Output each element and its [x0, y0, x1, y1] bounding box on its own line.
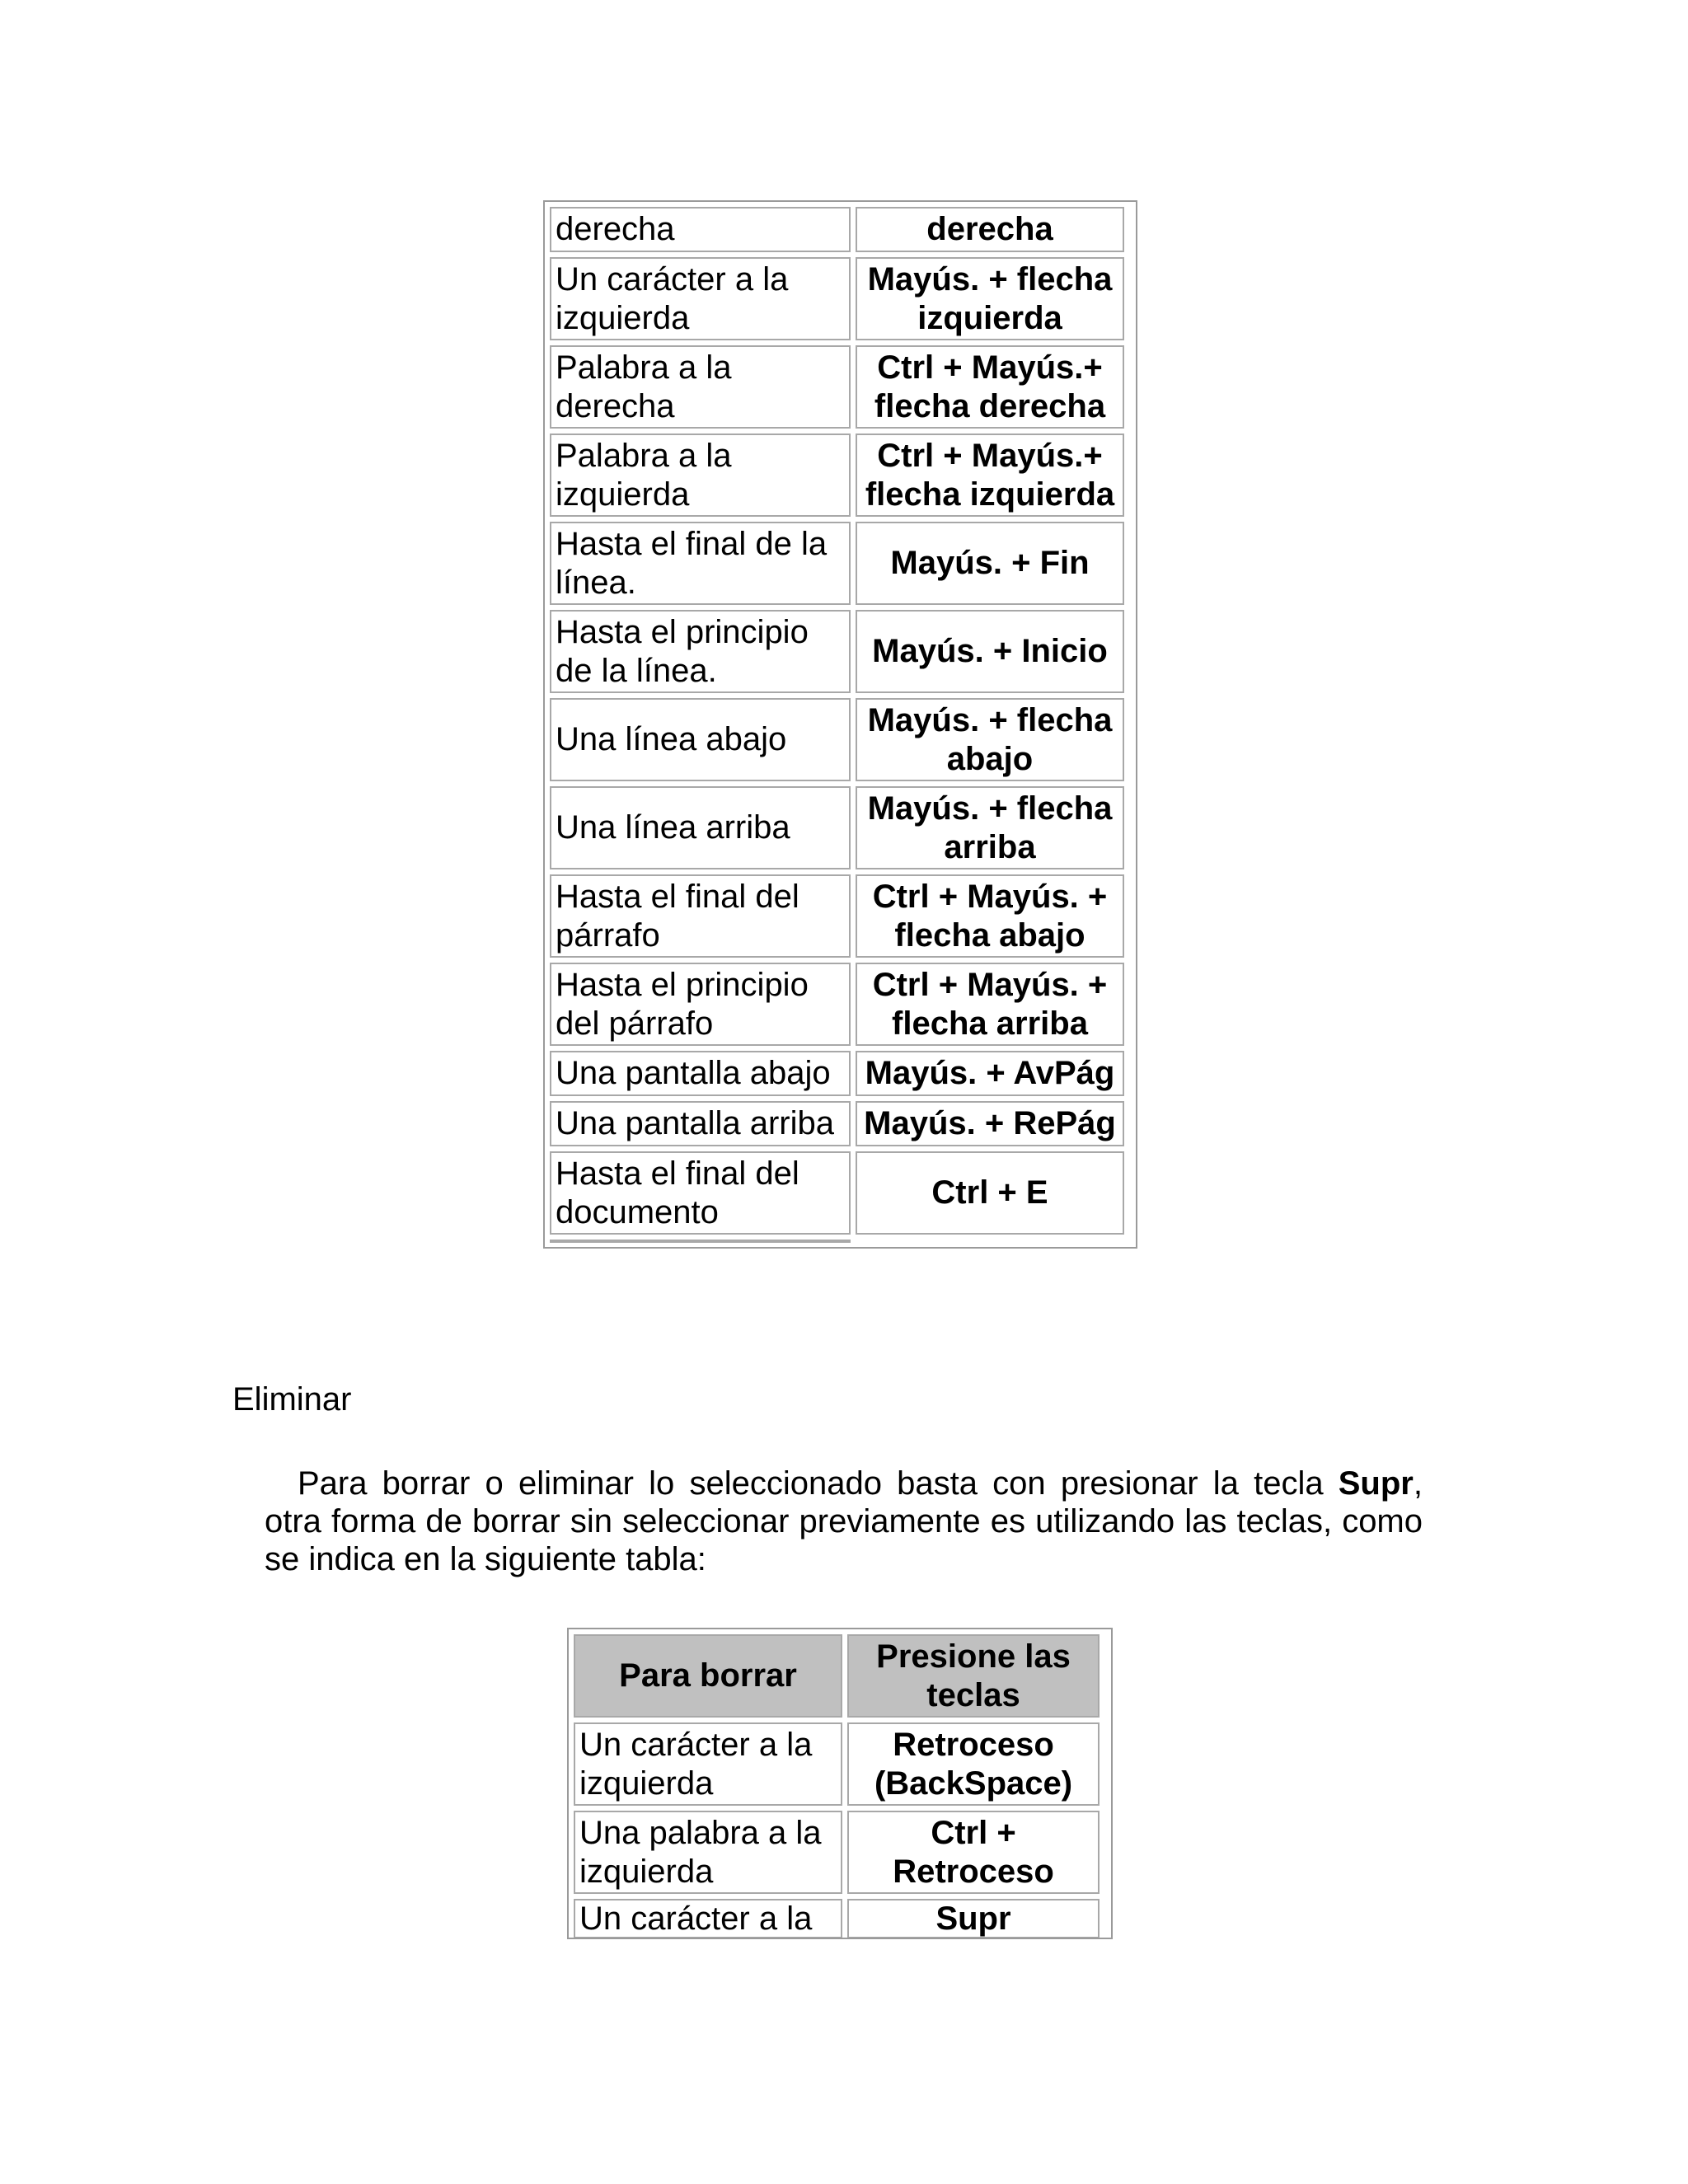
table-header-row: [574, 1634, 1100, 1718]
table-row: [550, 786, 1124, 869]
action-cell: Un carácter a la: [574, 1899, 842, 1938]
keys-cell: Mayús. + Inicio: [856, 610, 1124, 693]
action-cell: Un carácter a la izquierda: [574, 1722, 842, 1806]
paragraph-text: Para borrar o eliminar lo seleccionado basta con presionar la tecla: [298, 1465, 1339, 1502]
table-row: [550, 1151, 1124, 1235]
keys-cell: Retroceso (BackSpace): [847, 1722, 1100, 1806]
keys-cell: Ctrl + E: [856, 1151, 1124, 1235]
action-cell: Palabra a la izquierda: [550, 434, 851, 517]
table-row: [550, 434, 1124, 517]
keys-cell: Ctrl + Mayús. + flecha abajo: [856, 874, 1124, 958]
supr-key-text: Supr: [1338, 1465, 1414, 1502]
action-cell: Una pantalla abajo: [550, 1051, 851, 1096]
table-row: [550, 207, 1124, 252]
keys-cell: Mayús. + Fin: [856, 522, 1124, 605]
action-cell: Hasta el principio de la línea.: [550, 610, 851, 693]
keys-cell: Supr: [847, 1899, 1100, 1938]
delete-table: [569, 1629, 1104, 1939]
action-cell: Un carácter a la izquierda: [550, 257, 851, 340]
keys-cell: Ctrl + Mayús.+ flecha derecha: [856, 345, 1124, 429]
action-cell: Una pantalla arriba: [550, 1101, 851, 1146]
keys-cell: Mayús. + flecha abajo: [856, 698, 1124, 781]
column-header: Presione las teclas: [847, 1634, 1100, 1718]
table-row: [574, 1899, 1100, 1938]
shortcut-table-delete: [567, 1628, 1113, 1939]
table-row: [550, 522, 1124, 605]
table-row: [550, 874, 1124, 958]
table-row: [574, 1811, 1100, 1894]
column-header: Para borrar: [574, 1634, 842, 1718]
action-cell: Palabra a la derecha: [550, 345, 851, 429]
keys-cell: Ctrl + Mayús. + flecha arriba: [856, 963, 1124, 1046]
action-cell: Una palabra a la izquierda: [574, 1811, 842, 1894]
keys-cell: Ctrl + Mayús.+ flecha izquierda: [856, 434, 1124, 517]
paragraph-text: , otra forma de borrar sin seleccionar previamente es utilizando las teclas, como se indica en la siguiente tabla:: [265, 1465, 1423, 1577]
action-cell: Hasta el final del párrafo: [550, 874, 851, 958]
keys-cell: Mayús. + flecha arriba: [856, 786, 1124, 869]
table-row: [550, 345, 1124, 429]
table-row: [550, 1101, 1124, 1146]
table-row: [550, 610, 1124, 693]
action-cell: Hasta el principio del párrafo: [550, 963, 851, 1046]
keys-cell: derecha: [856, 207, 1124, 252]
empty-cell: [550, 1240, 851, 1243]
action-cell: Hasta el final del documento: [550, 1151, 851, 1235]
section-heading: Eliminar: [232, 1381, 352, 1418]
table-row: [550, 963, 1124, 1046]
table-row: [550, 698, 1124, 781]
body-paragraph: [265, 1465, 1423, 1578]
action-cell: derecha: [550, 207, 851, 252]
action-cell: Una línea arriba: [550, 786, 851, 869]
keys-cell: Ctrl + Retroceso: [847, 1811, 1100, 1894]
empty-cell: [856, 1240, 1124, 1243]
keys-cell: Mayús. + AvPág: [856, 1051, 1124, 1096]
keys-cell: Mayús. + RePág: [856, 1101, 1124, 1146]
action-cell: Hasta el final de la línea.: [550, 522, 851, 605]
keys-cell: Mayús. + flecha izquierda: [856, 257, 1124, 340]
action-cell: Una línea abajo: [550, 698, 851, 781]
table-row: [550, 257, 1124, 340]
table-row: [550, 1051, 1124, 1096]
shortcut-table-selection: [543, 200, 1137, 1249]
selection-table: [545, 202, 1129, 1248]
table-row: [574, 1722, 1100, 1806]
empty-table-row: [550, 1240, 1124, 1243]
